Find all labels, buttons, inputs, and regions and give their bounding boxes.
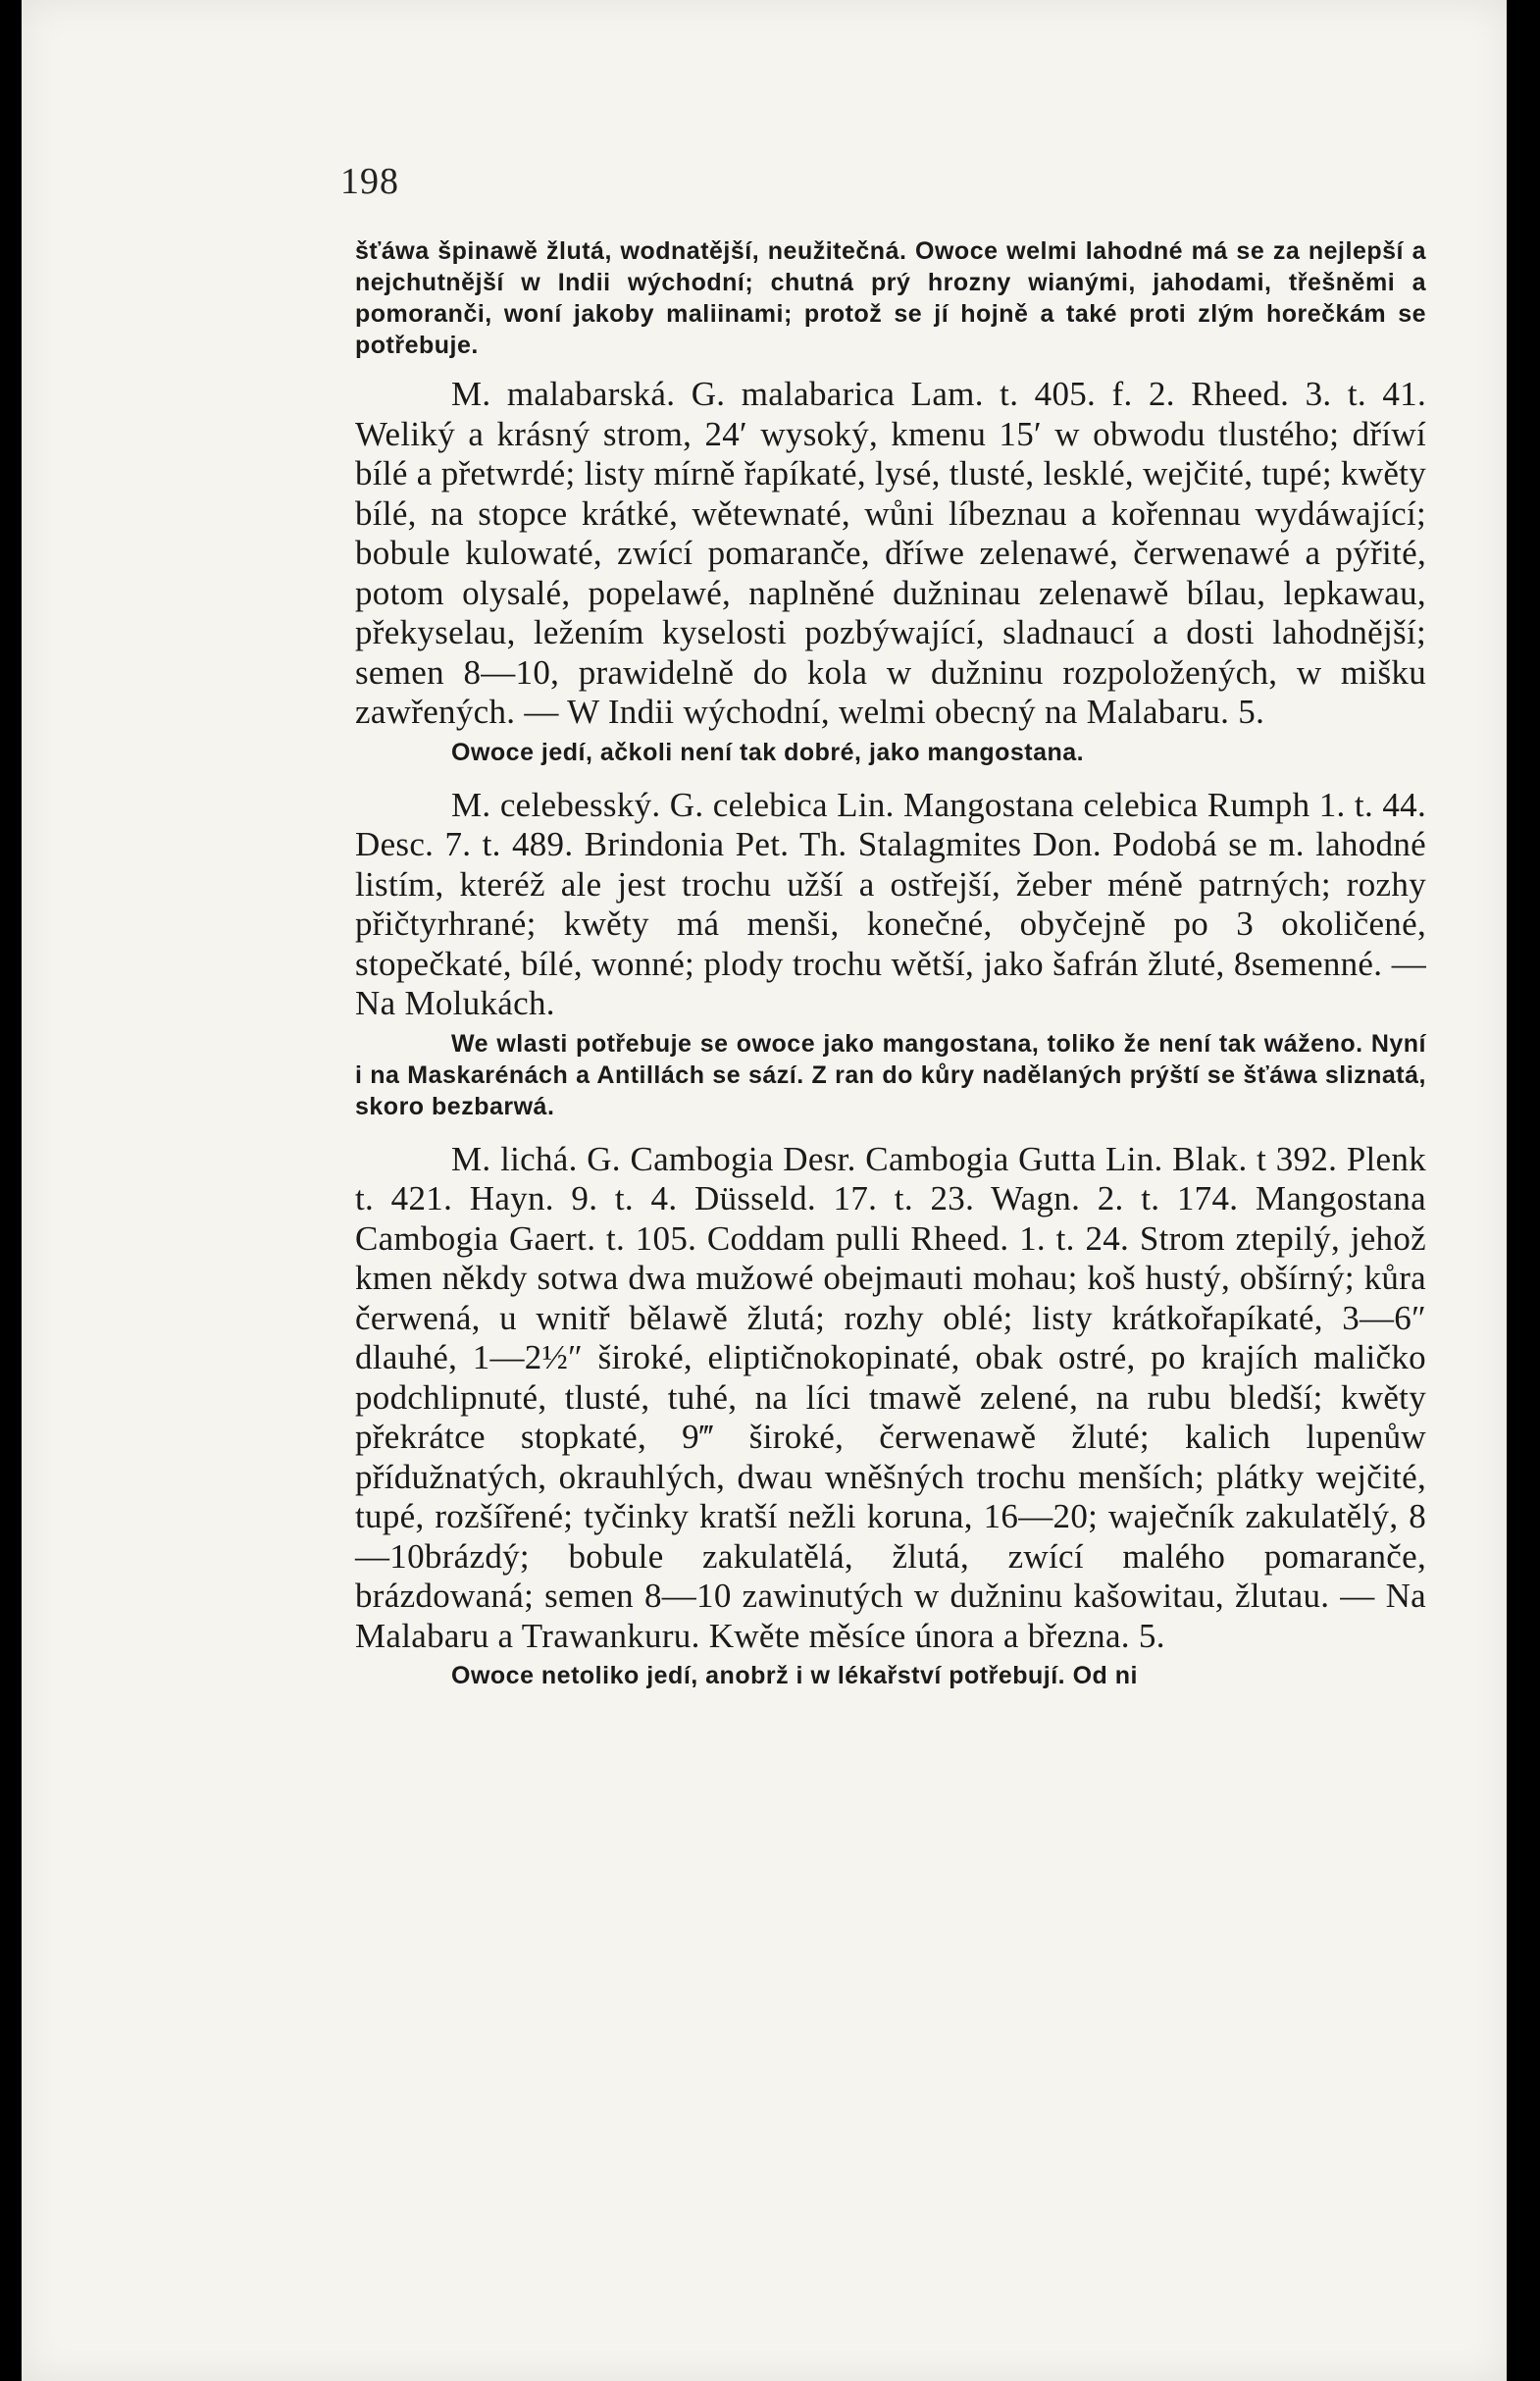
paragraph-note-4: Owoce netoliko jedí, anobrž i w lékařství potřebují. Od ni (451, 1662, 1138, 1689)
page-number: 198 (340, 161, 399, 202)
paragraph-note-2: Owoce jedí, ačkoli není tak dobré, jako mangostana. (451, 738, 1085, 766)
paragraph-species-licha: M. lichá. G. Cambogia Desr. Cambogia Gutta Lin. Blak. t 392. Plenk t. 421. Hayn. 9. t. 4. Düsseld. 17. t. 23. Wagn. 2. t. 174. Mangostana Cambogia Gaert. t. 105. Coddam pulli Rheed. 1. t. 24. Strom ztepilý, jehož kmen někdy sotwa dwa mužowé obejmauti mohau; koš hustý, obšírný; kůra čerwená, u wnitř bělawě žlutá; rozhy oblé; listy krátkořapíkaté, 3—6″ dlauhé, 1—2½″ široké, eliptičnokopinaté, obak ostré, po krajích maličko podchlipnuté, tlusté, tuhé, na líci tmawě zelené, na rubu bledší; kwěty překrátce stopkaté, 9‴ široké, čerwenawě žluté; kalich lupenůw přídužnatých, okrauhlých, dwau wněšných trochu menších; plátky wejčité, tupé, rozšířené; tyčinky kratší nežli koruna, 16—20; waječník zakulatělý, 8—10brázdý; bobule zakulatělá, žlutá, zwící malého pomaranče, brázdowaná; semen 8—10 zawinutých w dužninu kašowitau, žlutau. — Na Malabaru a Trawankuru. Kwěte měsíce února a března. 5. (355, 1139, 1426, 1655)
paragraph-note-1: šťáwa špinawě žlutá, wodnatější, neužitečná. Owoce welmi lahodné má se za nejlepší a nejchutnější w Indii wýchodní; chutná prý hrozny wianými, jahodami, třešněmi a pomoranči, woní jakoby maliinami; protož se jí hojně a také proti zlým horečkám se potřebuje. (355, 237, 1426, 359)
scan-border (1507, 0, 1540, 2381)
text-column (355, 235, 1426, 1691)
book-page (22, 0, 1509, 2381)
paragraph-species-celebessky: M. celebesský. G. celebica Lin. Mangostana celebica Rumph 1. t. 44. Desc. 7. t. 489. Brindonia Pet. Th. Stalagmites Don. Podobá se m. lahodné listím, kteréž ale jest trochu užší a ostřejší, žeber méně patrných; rozhy přičtyrhrané; kwěty má menši, konečné, obyčejně po 3 okoličené, stopečkaté, bílé, wonné; plody trochu wětší, jako šafrán žluté, 8semenné. — Na Molukách. (355, 785, 1426, 1022)
paragraph-species-malabarska: M. malabarská. G. malabarica Lam. t. 405. f. 2. Rheed. 3. t. 41. Weliký a krásný strom, 24′ wysoký, kmenu 15′ w obwodu tlustého; dříwí bílé a přetwrdé; listy mírně řapíkaté, lysé, tlusté, lesklé, wejčité, tupé; kwěty bílé, na stopce krátké, wětewnaté, wůni líbeznau a kořennau wydáwající; bobule kulowaté, zwící pomaranče, dříwe zelenawé, čerwenawé a pýřité, potom olysalé, popelawé, naplněné dužninau zelenawě bílau, lepkawau, překyselau, ležením kyselosti pozbýwající, sladnaucí a dosti lahodnější; semen 8—10, prawidelně do kola w dužninu rozpoložených, w mišku zawřených. — W Indii wýchodní, welmi obecný na Malabaru. 5. (355, 375, 1426, 731)
paragraph-note-3: We wlasti potřebuje se owoce jako mangostana, toliko že není tak wáženo. Nyní i na Maskarénách a Antillách se sází. Z ran do kůry nadělaných prýští se šťáwa sliznatá, skoro bezbarwá. (355, 1029, 1426, 1120)
